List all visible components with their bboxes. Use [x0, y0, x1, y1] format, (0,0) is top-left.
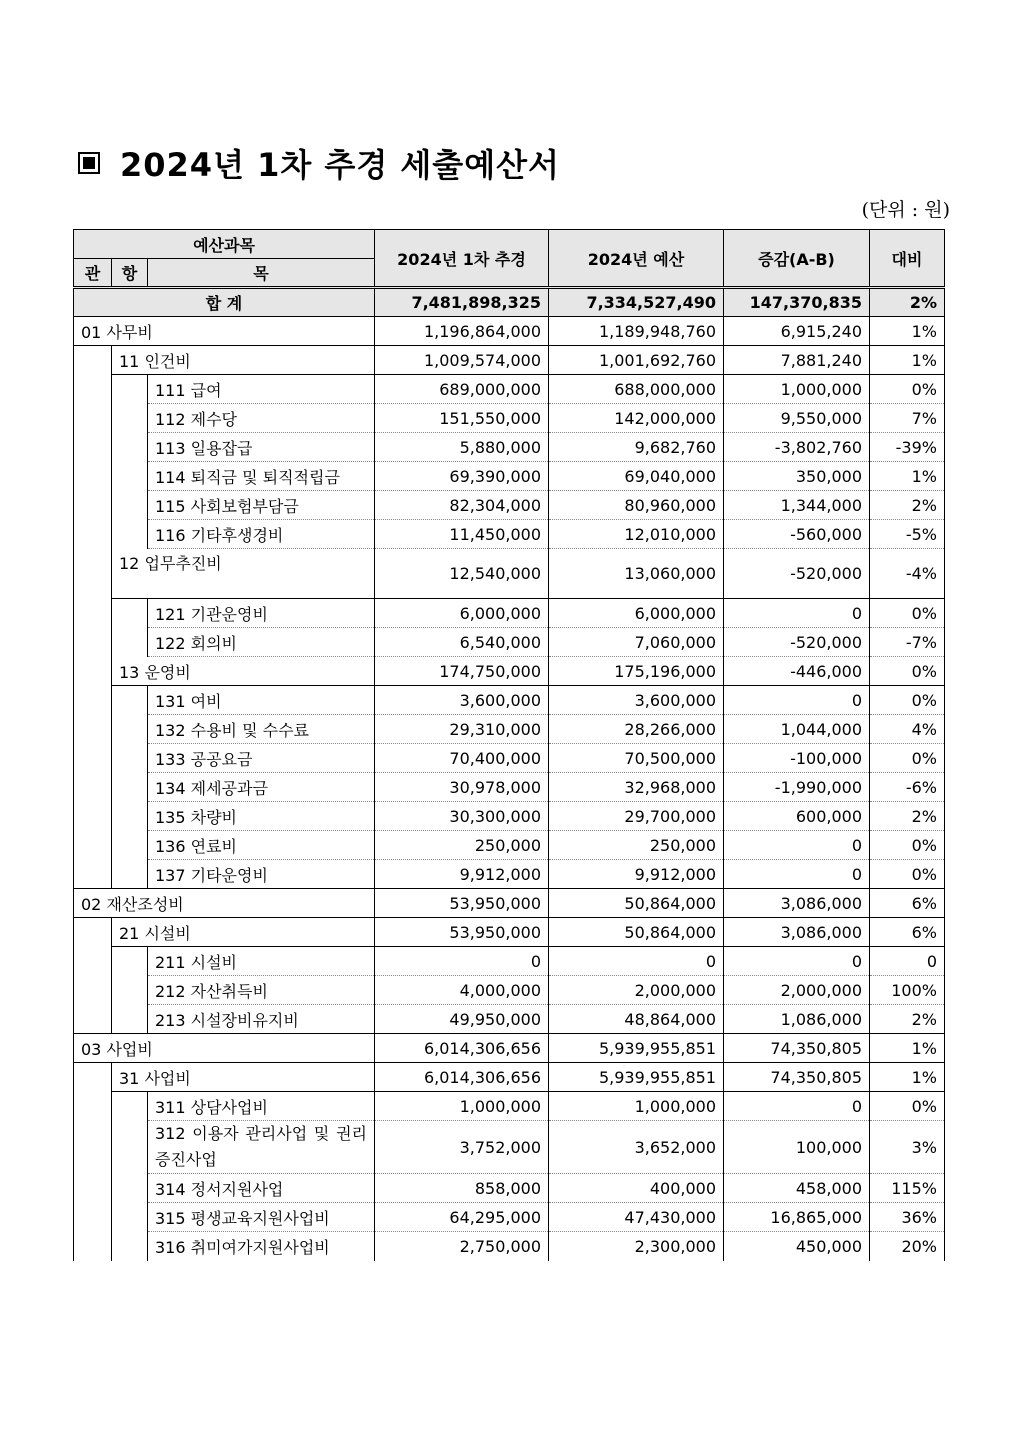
cell-supplementary: 3,752,000: [375, 1121, 549, 1174]
cell-ratio: 3%: [870, 1121, 945, 1174]
cell-budget: 1,189,948,760: [549, 317, 724, 346]
row-label: 114 퇴직금 및 퇴직적립금: [148, 462, 375, 491]
cell-budget: 7,060,000: [549, 628, 724, 657]
table-row: [74, 628, 945, 657]
cell-supplementary: 1,196,864,000: [375, 317, 549, 346]
cell-ratio: 2%: [870, 1005, 945, 1034]
indent-cell: [112, 1232, 148, 1261]
row-label: 12 업무추진비: [112, 549, 375, 599]
cell-diff: 3,086,000: [724, 889, 870, 918]
cell-ratio: 100%: [870, 976, 945, 1005]
cell-ratio: 6%: [870, 889, 945, 918]
indent-cell: [74, 599, 112, 628]
cell-budget: 0: [549, 947, 724, 976]
cell-diff: -520,000: [724, 628, 870, 657]
header-col4: 대비: [870, 230, 945, 288]
cell-diff: 450,000: [724, 1232, 870, 1261]
cell-budget: 70,500,000: [549, 744, 724, 773]
indent-cell: [112, 976, 148, 1005]
cell-supplementary: 64,295,000: [375, 1203, 549, 1232]
table-row: [74, 404, 945, 433]
indent-cell: [74, 976, 112, 1005]
indent-cell: [74, 1005, 112, 1034]
table-row: [74, 1203, 945, 1232]
table-row: [74, 520, 945, 549]
cell-supplementary: 70,400,000: [375, 744, 549, 773]
row-label: 135 차량비: [148, 802, 375, 831]
row-label: 136 연료비: [148, 831, 375, 860]
indent-cell: [74, 773, 112, 802]
row-label: 13 운영비: [112, 657, 375, 686]
cell-budget: 47,430,000: [549, 1203, 724, 1232]
row-label: 31 사업비: [112, 1063, 375, 1092]
indent-cell: [74, 404, 112, 433]
indent-cell: [112, 686, 148, 715]
header-col2: 2024년 예산: [549, 230, 724, 288]
cell-supplementary: 689,000,000: [375, 375, 549, 404]
indent-cell: [112, 802, 148, 831]
total-b: 7,334,527,490: [549, 288, 724, 317]
indent-cell: [112, 1203, 148, 1232]
row-label: 111 급여: [148, 375, 375, 404]
cell-ratio: 115%: [870, 1174, 945, 1203]
cell-supplementary: 53,950,000: [375, 918, 549, 947]
cell-supplementary: 9,912,000: [375, 860, 549, 889]
table-row: [74, 918, 945, 947]
indent-cell: [112, 860, 148, 889]
indent-cell: [112, 491, 148, 520]
table-row: [74, 1174, 945, 1203]
indent-cell: [74, 346, 112, 375]
cell-diff: 0: [724, 831, 870, 860]
cell-diff: 600,000: [724, 802, 870, 831]
indent-cell: [74, 549, 112, 599]
unit-note: (단위 : 원): [861, 199, 950, 221]
cell-diff: 350,000: [724, 462, 870, 491]
indent-cell: [112, 773, 148, 802]
cell-diff: -1,990,000: [724, 773, 870, 802]
cell-budget: 29,700,000: [549, 802, 724, 831]
indent-cell: [74, 520, 112, 549]
indent-cell: [112, 599, 148, 628]
row-label: 314 정서지원사업: [148, 1174, 375, 1203]
indent-cell: [112, 1121, 148, 1174]
table-row: [74, 686, 945, 715]
cell-diff: 6,915,240: [724, 317, 870, 346]
cell-budget: 50,864,000: [549, 918, 724, 947]
cell-ratio: 20%: [870, 1232, 945, 1261]
row-label: 121 기관운영비: [148, 599, 375, 628]
cell-budget: 688,000,000: [549, 375, 724, 404]
table-row: [74, 1063, 945, 1092]
indent-cell: [112, 1005, 148, 1034]
table-row: [74, 773, 945, 802]
indent-cell: [112, 404, 148, 433]
indent-cell: [112, 831, 148, 860]
indent-cell: [112, 628, 148, 657]
table-row: [74, 1232, 945, 1261]
table-row: [74, 346, 945, 375]
indent-cell: [74, 802, 112, 831]
cell-diff: -560,000: [724, 520, 870, 549]
table-row: [74, 462, 945, 491]
cell-ratio: 4%: [870, 715, 945, 744]
indent-cell: [74, 491, 112, 520]
cell-ratio: -39%: [870, 433, 945, 462]
table-row: [74, 831, 945, 860]
row-label: 01 사무비: [74, 317, 375, 346]
row-label: 212 자산취득비: [148, 976, 375, 1005]
cell-diff: -446,000: [724, 657, 870, 686]
indent-cell: [74, 1174, 112, 1203]
cell-supplementary: 250,000: [375, 831, 549, 860]
cell-ratio: 2%: [870, 491, 945, 520]
table-row: [74, 744, 945, 773]
row-label: 131 여비: [148, 686, 375, 715]
row-label: 21 시설비: [112, 918, 375, 947]
table-row: [74, 802, 945, 831]
cell-ratio: 1%: [870, 1063, 945, 1092]
row-label: 134 제세공과금: [148, 773, 375, 802]
row-label: 116 기타후생경비: [148, 520, 375, 549]
table-row: [74, 1034, 945, 1063]
cell-supplementary: 30,300,000: [375, 802, 549, 831]
cell-budget: 5,939,955,851: [549, 1063, 724, 1092]
cell-budget: 12,010,000: [549, 520, 724, 549]
total-ratio: 2%: [870, 288, 945, 317]
cell-ratio: 0%: [870, 599, 945, 628]
cell-supplementary: 4,000,000: [375, 976, 549, 1005]
cell-ratio: 1%: [870, 346, 945, 375]
cell-supplementary: 12,540,000: [375, 549, 549, 599]
indent-cell: [74, 918, 112, 947]
cell-budget: 9,682,760: [549, 433, 724, 462]
cell-supplementary: 1,000,000: [375, 1092, 549, 1121]
cell-supplementary: 49,950,000: [375, 1005, 549, 1034]
cell-supplementary: 6,014,306,656: [375, 1034, 549, 1063]
indent-cell: [74, 715, 112, 744]
cell-ratio: 0: [870, 947, 945, 976]
cell-supplementary: 53,950,000: [375, 889, 549, 918]
indent-cell: [74, 831, 112, 860]
header-col1: 2024년 1차 추경: [375, 230, 549, 288]
table-row: [74, 715, 945, 744]
cell-budget: 69,040,000: [549, 462, 724, 491]
row-label: 137 기타운영비: [148, 860, 375, 889]
cell-supplementary: 6,540,000: [375, 628, 549, 657]
cell-budget: 1,001,692,760: [549, 346, 724, 375]
cell-budget: 50,864,000: [549, 889, 724, 918]
cell-ratio: 0%: [870, 744, 945, 773]
cell-diff: 1,344,000: [724, 491, 870, 520]
page-title: [78, 140, 560, 186]
indent-cell: [112, 1092, 148, 1121]
cell-supplementary: 2,750,000: [375, 1232, 549, 1261]
indent-cell: [74, 657, 112, 686]
cell-budget: 2,300,000: [549, 1232, 724, 1261]
indent-cell: [112, 520, 148, 549]
cell-budget: 400,000: [549, 1174, 724, 1203]
row-label: 11 인건비: [112, 346, 375, 375]
total-label: 합 계: [74, 288, 375, 317]
indent-cell: [74, 433, 112, 462]
cell-ratio: 0%: [870, 860, 945, 889]
header-hang: 항: [112, 259, 148, 288]
cell-budget: 9,912,000: [549, 860, 724, 889]
cell-ratio: -5%: [870, 520, 945, 549]
indent-cell: [74, 1121, 112, 1174]
cell-diff: 0: [724, 860, 870, 889]
cell-supplementary: 29,310,000: [375, 715, 549, 744]
cell-diff: 74,350,805: [724, 1034, 870, 1063]
indent-cell: [74, 375, 112, 404]
cell-ratio: 7%: [870, 404, 945, 433]
cell-budget: 3,600,000: [549, 686, 724, 715]
cell-ratio: -4%: [870, 549, 945, 599]
table-row: [74, 599, 945, 628]
row-label: 213 시설장비유지비: [148, 1005, 375, 1034]
cell-diff: 458,000: [724, 1174, 870, 1203]
cell-diff: 7,881,240: [724, 346, 870, 375]
indent-cell: [74, 628, 112, 657]
table-row: [74, 976, 945, 1005]
cell-budget: 6,000,000: [549, 599, 724, 628]
table-row: [74, 657, 945, 686]
cell-budget: 48,864,000: [549, 1005, 724, 1034]
cell-diff: 0: [724, 1092, 870, 1121]
table-row: [74, 947, 945, 976]
table-row: [74, 1121, 945, 1174]
cell-supplementary: 1,009,574,000: [375, 346, 549, 375]
cell-budget: 32,968,000: [549, 773, 724, 802]
table-row: [74, 317, 945, 346]
row-label: 112 제수당: [148, 404, 375, 433]
cell-ratio: 2%: [870, 802, 945, 831]
table-row: [74, 860, 945, 889]
indent-cell: [112, 462, 148, 491]
cell-supplementary: 69,390,000: [375, 462, 549, 491]
cell-diff: 1,044,000: [724, 715, 870, 744]
cell-diff: 3,086,000: [724, 918, 870, 947]
table-row: [74, 889, 945, 918]
cell-ratio: 1%: [870, 462, 945, 491]
cell-diff: 1,000,000: [724, 375, 870, 404]
total-diff: 147,370,835: [724, 288, 870, 317]
row-label: 132 수용비 및 수수료: [148, 715, 375, 744]
cell-supplementary: 174,750,000: [375, 657, 549, 686]
row-label: 315 평생교육지원사업비: [148, 1203, 375, 1232]
cell-diff: 2,000,000: [724, 976, 870, 1005]
table-row: [74, 549, 945, 599]
cell-budget: 5,939,955,851: [549, 1034, 724, 1063]
cell-ratio: -7%: [870, 628, 945, 657]
cell-supplementary: 82,304,000: [375, 491, 549, 520]
cell-ratio: 6%: [870, 918, 945, 947]
filled-square-icon: [78, 152, 100, 174]
cell-supplementary: 6,014,306,656: [375, 1063, 549, 1092]
row-label: 122 회의비: [148, 628, 375, 657]
cell-budget: 3,652,000: [549, 1121, 724, 1174]
indent-cell: [112, 375, 148, 404]
row-label: 03 사업비: [74, 1034, 375, 1063]
table-row: [74, 375, 945, 404]
cell-diff: 16,865,000: [724, 1203, 870, 1232]
cell-budget: 250,000: [549, 831, 724, 860]
total-row: [74, 288, 945, 317]
header-subject: 예산과목: [74, 230, 375, 259]
cell-budget: 2,000,000: [549, 976, 724, 1005]
cell-ratio: 0%: [870, 1092, 945, 1121]
cell-budget: 13,060,000: [549, 549, 724, 599]
cell-supplementary: 0: [375, 947, 549, 976]
indent-cell: [74, 744, 112, 773]
cell-supplementary: 5,880,000: [375, 433, 549, 462]
row-label: 115 사회보험부담금: [148, 491, 375, 520]
row-label: 211 시설비: [148, 947, 375, 976]
cell-supplementary: 151,550,000: [375, 404, 549, 433]
total-a: 7,481,898,325: [375, 288, 549, 317]
header-mok: 목: [148, 259, 375, 288]
indent-cell: [112, 947, 148, 976]
cell-diff: 0: [724, 947, 870, 976]
cell-ratio: 1%: [870, 317, 945, 346]
table-row: [74, 1092, 945, 1121]
row-label: 02 재산조성비: [74, 889, 375, 918]
cell-supplementary: 858,000: [375, 1174, 549, 1203]
cell-budget: 175,196,000: [549, 657, 724, 686]
cell-diff: 1,086,000: [724, 1005, 870, 1034]
cell-ratio: 0%: [870, 831, 945, 860]
table-row: [74, 433, 945, 462]
indent-cell: [74, 1203, 112, 1232]
table-row: [74, 491, 945, 520]
indent-cell: [74, 947, 112, 976]
row-label: 311 상담사업비: [148, 1092, 375, 1121]
indent-cell: [74, 462, 112, 491]
row-label: 133 공공요금: [148, 744, 375, 773]
indent-cell: [112, 433, 148, 462]
cell-diff: 9,550,000: [724, 404, 870, 433]
header-col3: 증감(A-B): [724, 230, 870, 288]
cell-ratio: 1%: [870, 1034, 945, 1063]
cell-ratio: 0%: [870, 657, 945, 686]
cell-diff: 74,350,805: [724, 1063, 870, 1092]
row-label: 113 일용잡급: [148, 433, 375, 462]
indent-cell: [74, 1063, 112, 1092]
cell-budget: 142,000,000: [549, 404, 724, 433]
cell-ratio: 0%: [870, 375, 945, 404]
indent-cell: [112, 715, 148, 744]
indent-cell: [74, 1232, 112, 1261]
table-row: [74, 1005, 945, 1034]
indent-cell: [112, 1174, 148, 1203]
cell-diff: 0: [724, 599, 870, 628]
cell-budget: 1,000,000: [549, 1092, 724, 1121]
cell-budget: 28,266,000: [549, 715, 724, 744]
indent-cell: [112, 744, 148, 773]
cell-budget: 80,960,000: [549, 491, 724, 520]
cell-ratio: 0%: [870, 686, 945, 715]
cell-supplementary: 30,978,000: [375, 773, 549, 802]
cell-diff: 100,000: [724, 1121, 870, 1174]
cell-diff: -3,802,760: [724, 433, 870, 462]
page-title-text: 2024년 1차 추경 세출예산서: [120, 146, 560, 184]
row-label: 312 이용자 관리사업 및 권리증진사업: [148, 1121, 375, 1174]
cell-supplementary: 3,600,000: [375, 686, 549, 715]
header-gwan: 관: [74, 259, 112, 288]
cell-supplementary: 6,000,000: [375, 599, 549, 628]
indent-cell: [74, 860, 112, 889]
row-label: 316 취미여가지원사업비: [155, 1237, 330, 1257]
budget-table: [73, 229, 945, 1261]
cell-diff: -520,000: [724, 549, 870, 599]
cell-supplementary: 11,450,000: [375, 520, 549, 549]
cell-ratio: 36%: [870, 1203, 945, 1232]
cell-diff: -100,000: [724, 744, 870, 773]
indent-cell: [74, 1092, 112, 1121]
cell-ratio: -6%: [870, 773, 945, 802]
cell-diff: 0: [724, 686, 870, 715]
indent-cell: [74, 686, 112, 715]
